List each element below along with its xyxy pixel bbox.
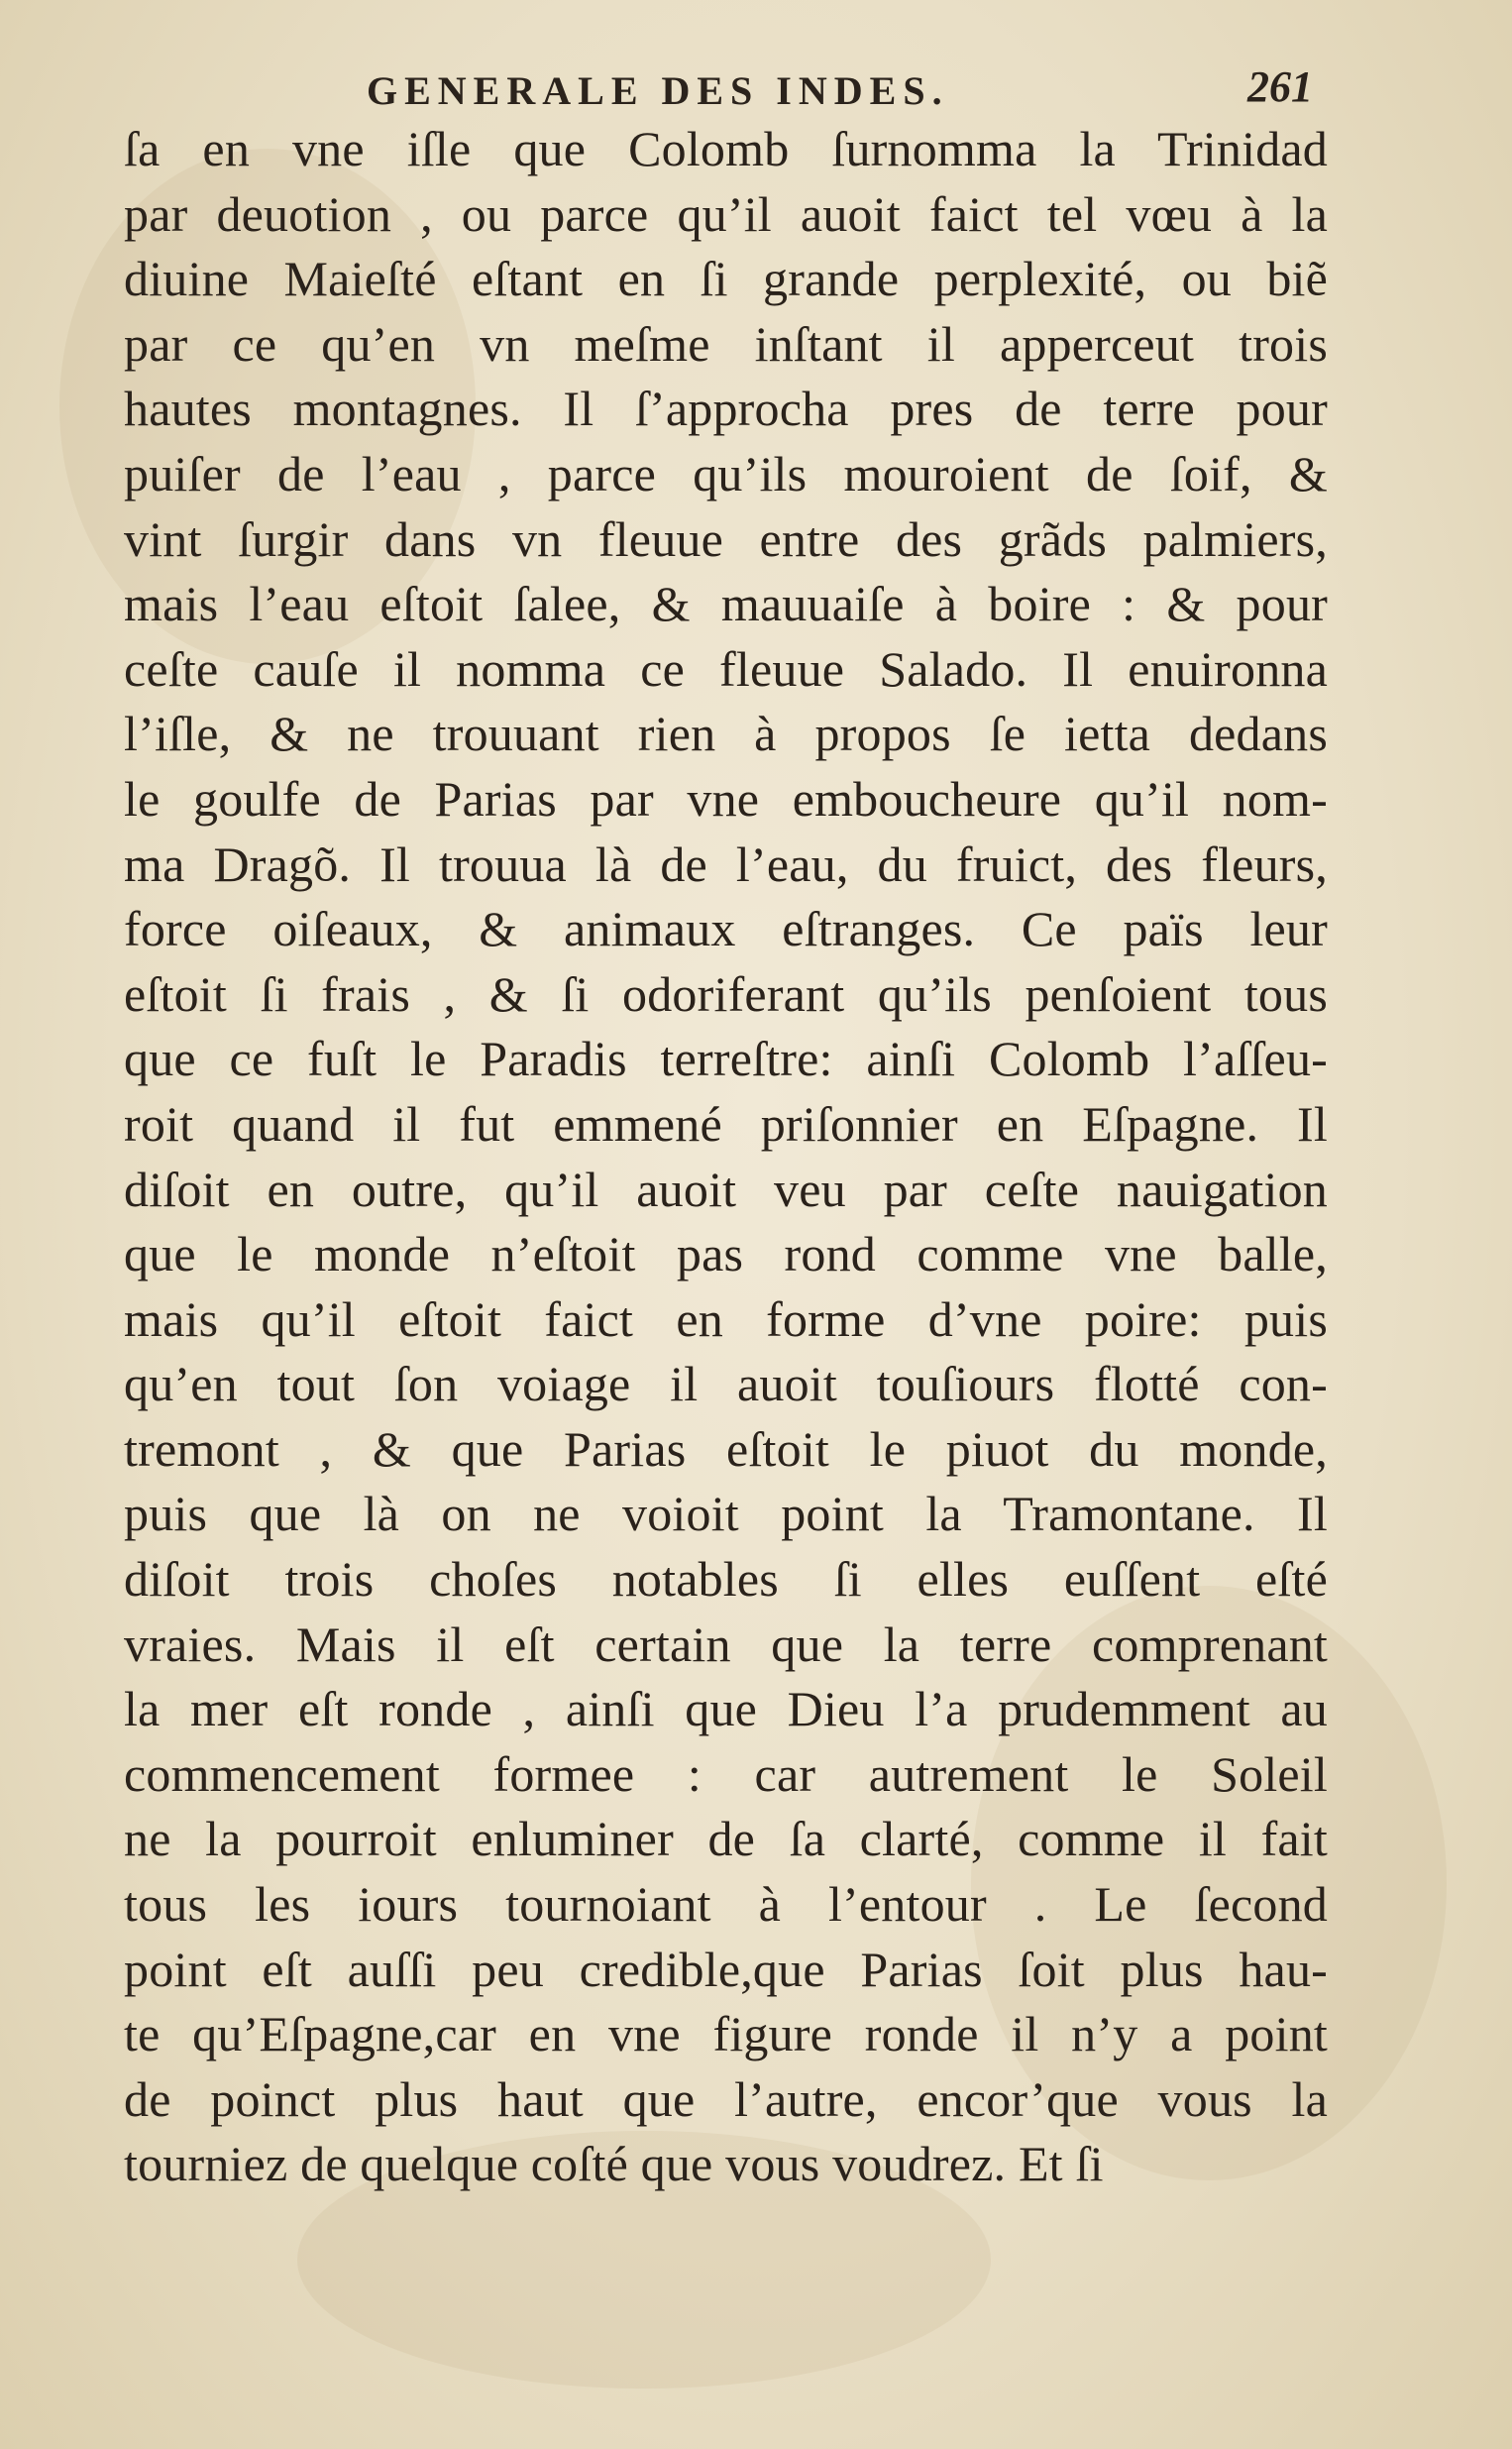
text-line: par deuotion , ou parce qu’il auoit faict tel vœu à la xyxy=(124,185,1328,242)
text-line: que le monde n’eſtoit pas rond comme vne balle, xyxy=(124,1226,1328,1282)
text-line: que ce fuſt le Paradis terreſtre: ainſi Colomb l’aſſeu- xyxy=(124,1031,1328,1087)
text-line: diſoit en outre, qu’il auoit veu par ceſte nauigation xyxy=(124,1161,1328,1217)
text-line: ſa en vne iſle que Colomb ſurnomma la Trinidad xyxy=(124,121,1328,176)
text-line: tourniez de quelque coſté que vous voudrez. Et ſi xyxy=(124,2136,1104,2192)
text-line: vraies. Mais il eſt certain que la terre comprenant xyxy=(124,1615,1328,1672)
text-line: ne la pourroit enluminer de ſa clarté, comme il fait xyxy=(124,1811,1328,1867)
text-line: tous les iours tournoiant à l’entour . Le ſecond xyxy=(124,1876,1328,1933)
text-line: l’iſle, & ne trouuant rien à propos ſe ietta dedans xyxy=(124,706,1328,762)
text-line: qu’en tout ſon voiage il auoit touſiours flotté con- xyxy=(124,1356,1328,1412)
text-line: de poinct plus haut que l’autre, encor’que vous la xyxy=(124,2070,1328,2127)
text-line: ma Dragõ. Il trouua là de l’eau, du fruict, des fleurs, xyxy=(124,835,1328,892)
text-line: eſtoit ſi frais , & ſi odoriferant qu’ils penſoient tous xyxy=(124,965,1328,1022)
text-line: ceſte cauſe il nomma ce fleuue Salado. Il enuironna xyxy=(124,640,1328,697)
text-line: point eſt auſſi peu credible,que Parias ſoit plus hau- xyxy=(124,1941,1328,1997)
text-line: mais l’eau eſtoit ſalee, & mauuaiſe à boire : & pour xyxy=(124,576,1328,632)
text-line: diſoit trois choſes notables ſi elles euſſent eſté xyxy=(124,1551,1328,1608)
text-line: tremont , & que Parias eſtoit le piuot du monde, xyxy=(124,1420,1328,1477)
text-line: puiſer de l’eau , parce qu’ils mouroient de ſoif, & xyxy=(124,445,1328,501)
page-number: 261 xyxy=(1247,62,1313,111)
text-line: force oiſeaux, & animaux eſtranges. Ce païs leur xyxy=(124,901,1328,957)
text-line: te qu’Eſpagne,car en vne figure ronde il n’y a point xyxy=(124,2006,1328,2062)
text-line: mais qu’il eſtoit faict en forme d’vne poire: puis xyxy=(124,1290,1328,1347)
text-line: la mer eſt ronde , ainſi que Dieu l’a prudemment au xyxy=(124,1681,1328,1737)
text-line: puis que là on ne voioit point la Tramontane. Il xyxy=(124,1486,1328,1542)
text-line: le goulfe de Parias par vne emboucheure qu’il nom- xyxy=(124,770,1328,827)
body-text xyxy=(124,117,1328,2197)
text-line: commencement formee : car autrement le Soleil xyxy=(124,1745,1328,1802)
text-line: diuine Maieſté eſtant en ſi grande perplexité, ou biẽ xyxy=(124,251,1328,307)
text-line: vint ſurgir dans vn fleuue entre des grãds palmiers, xyxy=(124,510,1328,567)
text-line: hautes montagnes. Il ſ’approcha pres de terre pour xyxy=(124,381,1328,437)
text-line: par ce qu’en vn meſme inſtant il apperceut trois xyxy=(124,315,1328,372)
running-head: GENERALE DES INDES. xyxy=(367,68,949,113)
text-line: roit quand il fut emmené priſonnier en Eſpagne. Il xyxy=(124,1095,1328,1152)
